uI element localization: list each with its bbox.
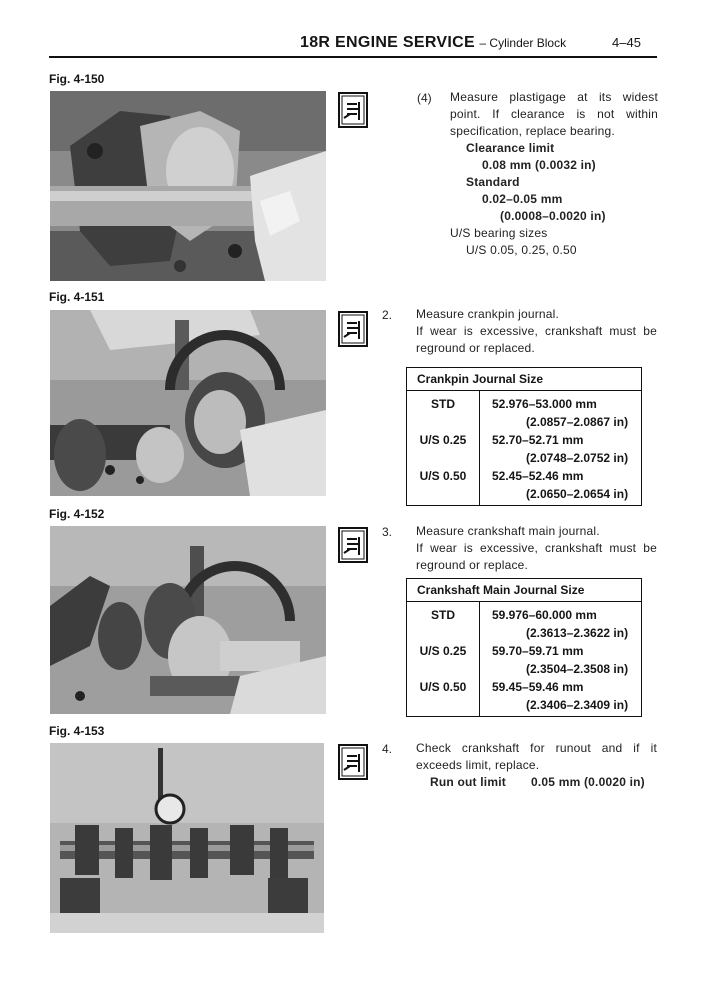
step-3-line3: reground or replace. <box>416 558 529 572</box>
header-subtitle: – Cylinder Block <box>479 36 567 50</box>
photo-main-journal-measure <box>50 526 326 714</box>
main-journal-table <box>406 578 642 717</box>
photo-runout-check <box>50 743 324 933</box>
row-mm: 59.45–59.46 mm <box>492 680 584 694</box>
page-number: 4–45 <box>612 35 641 50</box>
header-title: 18R ENGINE SERVICE <box>300 34 475 51</box>
table-row <box>407 602 642 643</box>
us-bearing-label: U/S bearing sizes <box>450 226 548 240</box>
table-row <box>407 391 642 432</box>
row-in: (2.3406–2.3409 in) <box>526 698 629 712</box>
step-4-sub-text <box>450 89 658 259</box>
table-row <box>407 431 642 467</box>
row-mm: 52.45–52.46 mm <box>492 469 584 483</box>
row-in: (2.3504–2.3508 in) <box>526 662 629 676</box>
table-row <box>407 467 642 506</box>
standard-mm: 0.02–0.05 mm <box>482 192 563 206</box>
step-2-line2: If wear is excessive, crankshaft must be <box>416 324 657 338</box>
clearance-value: 0.08 mm (0.0032 in) <box>482 158 596 172</box>
runout-value: 0.05 mm (0.0020 in) <box>531 775 645 789</box>
table-row <box>407 678 642 717</box>
step-3-line2: If wear is excessive, crankshaft must be <box>416 541 657 555</box>
step-4-sub-line1: Measure plastigage at its widest <box>450 90 658 104</box>
standard-label: Standard <box>466 175 520 189</box>
table-row <box>407 642 642 678</box>
page-header <box>300 34 566 52</box>
step-3-text <box>416 523 657 574</box>
step-4-sub-line3: specification, replace bearing. <box>450 124 615 138</box>
row-label: U/S 0.25 <box>419 644 467 658</box>
fig-label-150: Fig. 4-150 <box>49 72 105 86</box>
fig-label-153: Fig. 4-153 <box>49 724 105 738</box>
crankpin-table-title: Crankpin Journal Size <box>407 368 642 391</box>
row-label: STD <box>431 608 455 622</box>
step-2-number: 2. <box>382 308 393 322</box>
clearance-label: Clearance limit <box>466 141 555 155</box>
photo-plastigage-measure <box>50 91 326 281</box>
row-label: U/S 0.25 <box>419 433 467 447</box>
photo-crankpin-measure <box>50 310 326 496</box>
step-4-sub-line2: point. If clearance is not within <box>450 107 658 121</box>
main-table-title: Crankshaft Main Journal Size <box>407 579 642 602</box>
fig-label-152: Fig. 4-152 <box>49 507 105 521</box>
row-label: U/S 0.50 <box>419 469 467 483</box>
row-in: (2.0748–2.0752 in) <box>526 451 629 465</box>
row-mm: 52.976–53.000 mm <box>492 397 597 411</box>
fig-label-151: Fig. 4-151 <box>49 290 105 304</box>
crankpin-journal-table <box>406 367 642 506</box>
step-3-number: 3. <box>382 525 393 539</box>
row-label: U/S 0.50 <box>419 680 467 694</box>
step-4-number: 4. <box>382 742 393 756</box>
measure-inspect-icon <box>338 527 368 563</box>
us-bearing-values: U/S 0.05, 0.25, 0.50 <box>466 243 577 257</box>
step-3-line1: Measure crankshaft main journal. <box>416 524 600 538</box>
row-in: (2.0857–2.0867 in) <box>526 415 629 429</box>
step-4-sub-number: (4) <box>417 91 432 105</box>
runout-label: Run out limit <box>430 775 506 789</box>
step-4-text <box>416 740 657 791</box>
measure-inspect-icon <box>338 311 368 347</box>
row-mm: 52.70–52.71 mm <box>492 433 584 447</box>
step-4-line1: Check crankshaft for runout and if it <box>416 741 657 755</box>
standard-in: (0.0008–0.0020 in) <box>500 209 606 223</box>
row-in: (2.3613–2.3622 in) <box>526 626 629 640</box>
row-mm: 59.976–60.000 mm <box>492 608 597 622</box>
header-rule <box>49 56 657 58</box>
row-label: STD <box>431 397 455 411</box>
measure-inspect-icon <box>338 92 368 128</box>
step-2-line1: Measure crankpin journal. <box>416 307 560 321</box>
row-in: (2.0650–2.0654 in) <box>526 487 629 501</box>
step-2-line3: reground or replaced. <box>416 341 535 355</box>
row-mm: 59.70–59.71 mm <box>492 644 584 658</box>
step-4-line2: exceeds limit, replace. <box>416 758 540 772</box>
measure-inspect-icon <box>338 744 368 780</box>
step-2-text <box>416 306 657 357</box>
